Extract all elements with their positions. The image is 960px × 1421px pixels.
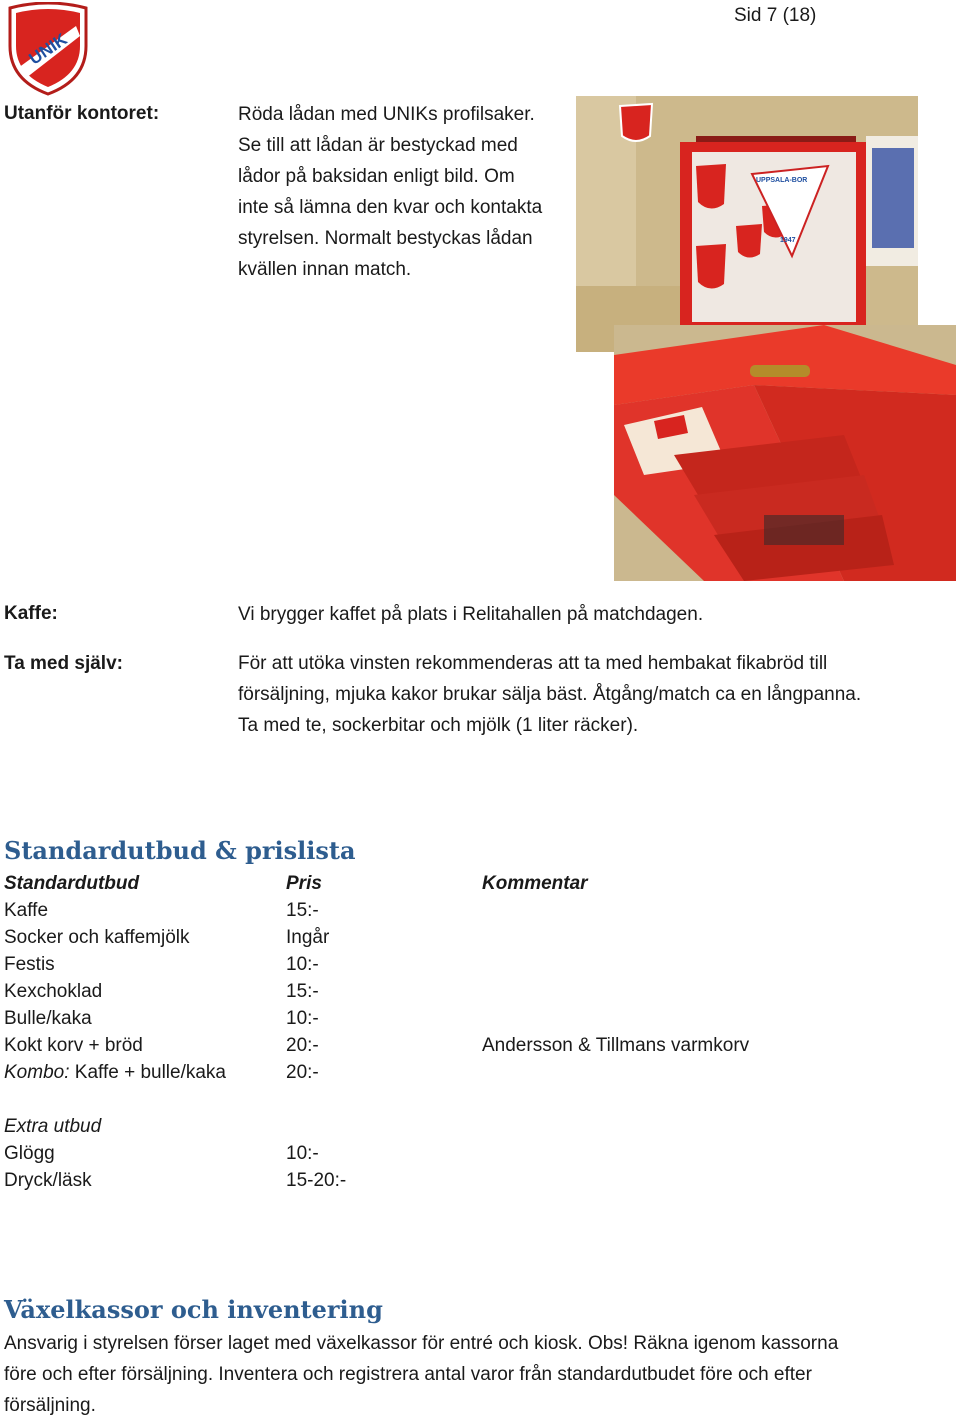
photo-red-box-front — [576, 96, 918, 352]
logo-text: UNIK — [25, 29, 71, 69]
price-row-item: Kokt korv + bröd — [4, 1035, 143, 1056]
text-line: Ansvarig i styrelsen förser laget med växelkassor för entré och kiosk. Obs! Räkna igenom kassorna — [4, 1333, 839, 1354]
price-row-item-combo — [4, 1059, 226, 1086]
combo-prefix: Kombo: — [4, 1062, 70, 1083]
price-row-price: 10:- — [286, 1008, 319, 1029]
page-number: Sid 7 (18) — [734, 5, 817, 26]
label-outside-office: Utanför kontoret: — [4, 103, 160, 124]
column-header-comment: Kommentar — [482, 873, 588, 894]
price-row-price: 10:- — [286, 954, 319, 975]
price-row-item: Kaffe — [4, 900, 49, 921]
extra-row-price: 10:- — [286, 1143, 319, 1164]
coffee-text: Vi brygger kaffet på plats i Relitahallen på matchdagen. — [238, 604, 704, 625]
text-line: styrelsen. Normalt bestyckas lådan — [238, 228, 533, 249]
text-line: kvällen innan match. — [238, 259, 412, 280]
pennant-text: UPPSALA-BOR — [756, 177, 808, 184]
extra-heading: Extra utbud — [4, 1116, 102, 1137]
photo-red-box-drawers — [614, 325, 956, 581]
text-line: Röda lådan med UNIKs profilsaker. — [238, 104, 535, 125]
text-line: inte så lämna den kvar och kontakta — [238, 197, 543, 218]
price-row-price: 20:- — [286, 1035, 319, 1056]
price-row-price: 15:- — [286, 900, 319, 921]
club-logo — [4, 2, 92, 98]
label-bring-yourself: Ta med själv: — [4, 653, 123, 674]
extra-row-item: Glögg — [4, 1143, 55, 1164]
text-line: Ta med te, sockerbitar och mjölk (1 liter räcker). — [238, 715, 639, 736]
extra-row-item: Dryck/läsk — [4, 1170, 92, 1191]
text-line: Se till att lådan är bestyckad med — [238, 135, 518, 156]
text-line: före och efter försäljning. Inventera och registrera antal varor från standardutbudet före och efter — [4, 1364, 812, 1385]
column-header-item: Standardutbud — [4, 873, 140, 894]
text-line: lådor på baksidan enligt bild. Om — [238, 166, 515, 187]
bring-yourself-text — [238, 648, 938, 741]
price-row-price: 15:- — [286, 981, 319, 1002]
price-row-item: Socker och kaffemjölk — [4, 927, 190, 948]
column-header-price: Pris — [286, 873, 322, 894]
text-line: försäljning. — [4, 1395, 96, 1416]
cash-text — [4, 1328, 954, 1421]
text-line: försäljning, mjuka kakor brukar sälja bäst. Åtgång/match ca en långpanna. — [238, 684, 862, 705]
extra-row-price: 15-20:- — [286, 1170, 347, 1191]
outside-office-text — [238, 99, 568, 285]
price-row-price: Ingår — [286, 927, 330, 948]
text-line: För att utöka vinsten rekommenderas att ta med hembakat fikabröd till — [238, 653, 828, 674]
label-coffee: Kaffe: — [4, 603, 58, 624]
price-row-item: Kexchoklad — [4, 981, 103, 1002]
combo-item: Kaffe + bulle/kaka — [74, 1062, 226, 1083]
price-list-heading: Standardutbud & prislista — [4, 836, 356, 865]
price-row-comment: Andersson & Tillmans varmkorv — [482, 1035, 750, 1056]
price-row-item: Bulle/kaka — [4, 1008, 92, 1029]
cash-heading: Växelkassor och inventering — [4, 1295, 383, 1324]
price-row-item: Festis — [4, 954, 55, 975]
price-row-price: 20:- — [286, 1062, 319, 1083]
pennant-year: 1947 — [780, 237, 796, 244]
